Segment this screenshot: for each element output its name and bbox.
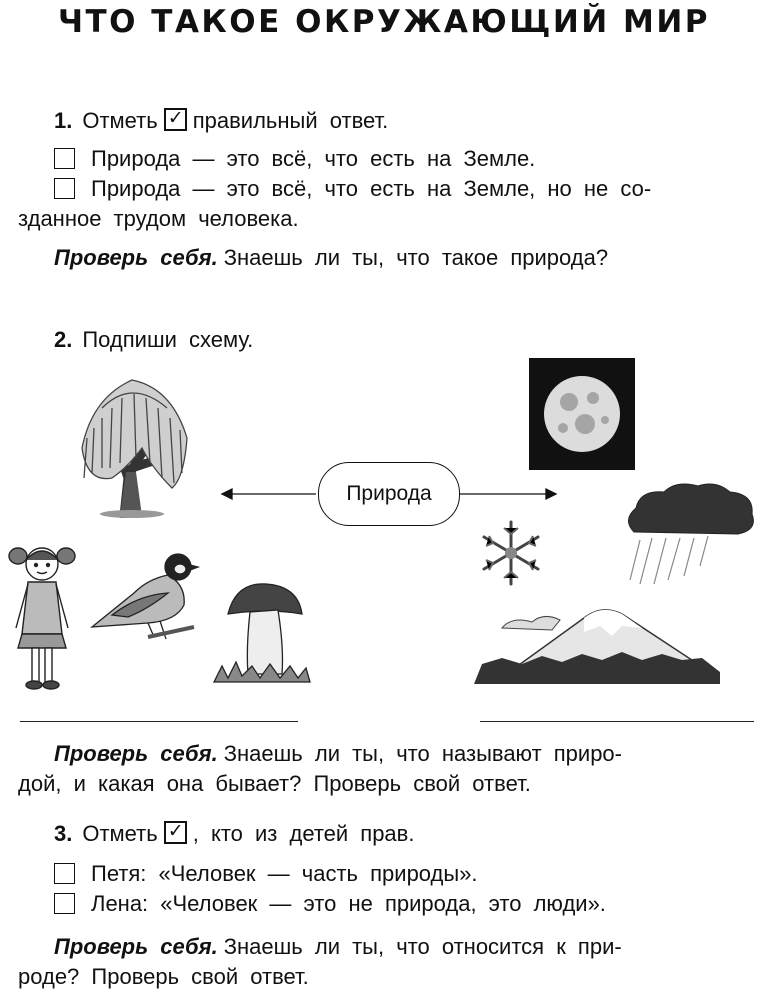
task2-check: [54, 741, 622, 767]
mountain-icon: [472, 598, 724, 688]
task3-prompt: [54, 821, 414, 847]
answer-blank-right[interactable]: [480, 721, 754, 722]
task2-number: 2.: [54, 327, 73, 352]
task1-option-2-cont: зданное трудом человека.: [18, 206, 299, 231]
task2-prompt-text: Подпиши схему.: [82, 327, 254, 352]
left-arrow: [222, 489, 316, 499]
nature-bubble: Природа: [318, 462, 460, 526]
task1-prompt-before: Отметь: [82, 108, 158, 133]
page-title: ЧТО ТАКОЕ ОКРУЖАЮЩИЙ МИР: [57, 4, 711, 40]
task1-option-2-text: Природа — это всё, что есть на Земле, но не со-: [91, 176, 652, 201]
task1-number: 1.: [54, 108, 73, 133]
bird-icon: [88, 545, 200, 645]
task2-check-text-1: Знаешь ли ты, что называют приро-: [223, 741, 622, 766]
check-self-label: Проверь себя.: [54, 245, 218, 270]
task3-prompt-before: Отметь: [82, 821, 158, 846]
checkmark-icon: [164, 821, 187, 844]
task1-prompt-after: правильный ответ.: [192, 108, 389, 133]
moon-icon: [529, 358, 635, 470]
task3-check-cont: роде? Проверь свой ответ.: [18, 964, 309, 989]
check-self-label: Проверь себя.: [54, 741, 218, 766]
task3-check: [54, 934, 622, 960]
tree-icon: [72, 368, 192, 518]
snowflake-icon: [476, 518, 546, 588]
right-arrow: [460, 489, 556, 499]
task3-option-2[interactable]: [54, 891, 606, 917]
task2-check-cont: дой, и какая она бывает? Проверь свой ответ.: [18, 771, 531, 796]
task3-option-1[interactable]: [54, 861, 478, 887]
checkbox-petya[interactable]: [54, 863, 75, 884]
girl-icon: [6, 538, 78, 690]
task3-option-2-text: Лена: «Человек — это не природа, это люди».: [91, 891, 606, 916]
check-self-label: Проверь себя.: [54, 934, 218, 959]
mushroom-icon: [206, 578, 316, 690]
rain-cloud-icon: [620, 480, 760, 590]
task3-prompt-after: , кто из детей прав.: [192, 821, 415, 846]
task3-option-1-text: Петя: «Человек — часть природы».: [91, 861, 478, 886]
task3-check-text-1: Знаешь ли ты, что относится к при-: [223, 934, 622, 959]
task1-option-1-text: Природа — это всё, что есть на Земле.: [91, 146, 536, 171]
checkbox-lena[interactable]: [54, 893, 75, 914]
task3-number: 3.: [54, 821, 73, 846]
task1-check-text: Знаешь ли ты, что такое природа?: [223, 245, 609, 270]
answer-blank-left[interactable]: [20, 721, 298, 722]
